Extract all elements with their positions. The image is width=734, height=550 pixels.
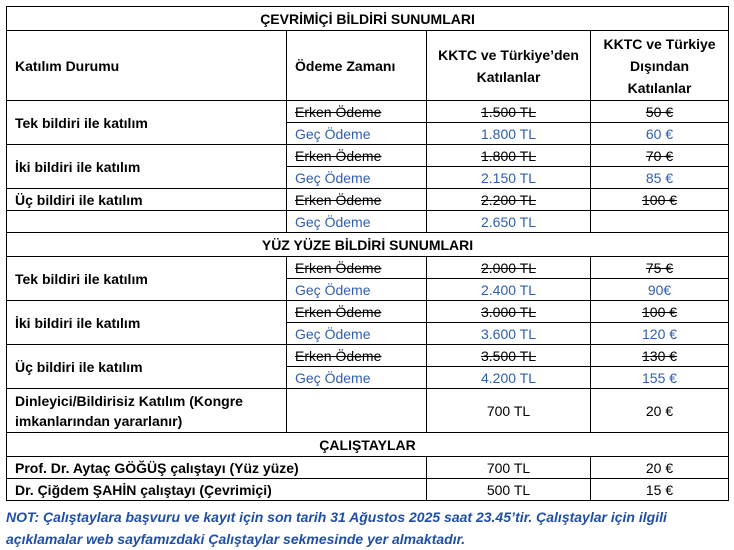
price-tl: 2.200 TL xyxy=(427,189,591,211)
price-eur: 155 € xyxy=(591,367,729,389)
price-eur: 75 € xyxy=(591,257,729,279)
table-row xyxy=(7,457,729,479)
price-tl: 4.200 TL xyxy=(427,367,591,389)
price-tl: 1.800 TL xyxy=(427,123,591,145)
table-row xyxy=(7,389,729,433)
price-eur: 60 € xyxy=(591,123,729,145)
inperson-section-title: YÜZ YÜZE BİLDİRİ SUNUMLARI xyxy=(7,233,729,257)
workshop-deadline-note: NOT: Çalıştaylara başvuru ve kayıt için son tarih 31 Ağustos 2025 saat 23.45’tir. Çalıştaylar için ilgili açıklamalar web sayfamızdaki Çalıştaylar sekmesinde yer almaktadır. xyxy=(6,509,667,547)
inperson-row-label: Üç bildiri ile katılım xyxy=(7,345,287,389)
header-outside: KKTC ve Türkiye Dışından Katılanlar xyxy=(591,31,729,101)
price-eur: 20 € xyxy=(591,389,729,433)
price-eur: 100 € xyxy=(591,301,729,323)
price-tl: 1.500 TL xyxy=(427,101,591,123)
early-payment-label: Erken Ödeme xyxy=(287,189,427,211)
price-eur: 85 € xyxy=(591,167,729,189)
table-row xyxy=(7,145,729,167)
price-tl: 3.500 TL xyxy=(427,345,591,367)
header-kktc-turkey: KKTC ve Türkiye’den Katılanlar xyxy=(427,31,591,101)
online-section-title: ÇEVRİMİÇİ BİLDİRİ SUNUMLARI xyxy=(7,7,729,31)
price-tl: 700 TL xyxy=(427,389,591,433)
price-eur: 120 € xyxy=(591,323,729,345)
price-eur xyxy=(591,211,729,233)
workshop-label: Prof. Dr. Aytaç GÖĞÜŞ çalıştayı (Yüz yüze) xyxy=(7,457,427,479)
table-row xyxy=(7,257,729,279)
price-tl: 3.600 TL xyxy=(427,323,591,345)
price-tl: 3.000 TL xyxy=(427,301,591,323)
price-tl: 2.000 TL xyxy=(427,257,591,279)
header-payment-time: Ödeme Zamanı xyxy=(287,31,427,101)
online-row-label: İki bildiri ile katılım xyxy=(7,145,287,189)
price-eur: 15 € xyxy=(591,479,729,501)
price-eur: 130 € xyxy=(591,345,729,367)
online-row-label: Üç bildiri ile katılım xyxy=(7,189,287,211)
early-payment-label: Erken Ödeme xyxy=(287,145,427,167)
early-payment-label: Erken Ödeme xyxy=(287,345,427,367)
price-eur: 50 € xyxy=(591,101,729,123)
late-payment-label: Geç Ödeme xyxy=(287,123,427,145)
price-tl: 2.650 TL xyxy=(427,211,591,233)
price-tl: 2.400 TL xyxy=(427,279,591,301)
late-payment-label: Geç Ödeme xyxy=(287,323,427,345)
price-tl: 1.800 TL xyxy=(427,145,591,167)
late-payment-label: Geç Ödeme xyxy=(287,167,427,189)
header-participation: Katılım Durumu xyxy=(7,31,287,101)
empty-cell xyxy=(287,389,427,433)
table-row xyxy=(7,211,729,233)
table-row xyxy=(7,189,729,211)
table-row xyxy=(7,301,729,323)
early-payment-label: Erken Ödeme xyxy=(287,301,427,323)
workshops-section-title: ÇALIŞTAYLAR xyxy=(7,433,729,457)
price-tl: 500 TL xyxy=(427,479,591,501)
table-row xyxy=(7,345,729,367)
price-tl: 2.150 TL xyxy=(427,167,591,189)
inperson-row-label: Tek bildiri ile katılım xyxy=(7,257,287,301)
late-payment-label: Geç Ödeme xyxy=(287,279,427,301)
late-payment-label: Geç Ödeme xyxy=(287,367,427,389)
fee-table xyxy=(6,6,729,501)
empty-cell xyxy=(7,211,287,233)
inperson-row-label: İki bildiri ile katılım xyxy=(7,301,287,345)
early-payment-label: Erken Ödeme xyxy=(287,101,427,123)
table-row xyxy=(7,479,729,501)
price-eur: 70 € xyxy=(591,145,729,167)
price-eur: 90€ xyxy=(591,279,729,301)
price-eur: 20 € xyxy=(591,457,729,479)
listener-label: Dinleyici/Bildirisiz Katılım (Kongre imkanlarından yararlanır) xyxy=(7,389,287,433)
online-row-label: Tek bildiri ile katılım xyxy=(7,101,287,145)
table-row xyxy=(7,101,729,123)
workshop-label: Dr. Çiğdem ŞAHİN çalıştayı (Çevrimiçi) xyxy=(7,479,427,501)
early-payment-label: Erken Ödeme xyxy=(287,257,427,279)
price-eur: 100 € xyxy=(591,189,729,211)
late-payment-label: Geç Ödeme xyxy=(287,211,427,233)
price-tl: 700 TL xyxy=(427,457,591,479)
